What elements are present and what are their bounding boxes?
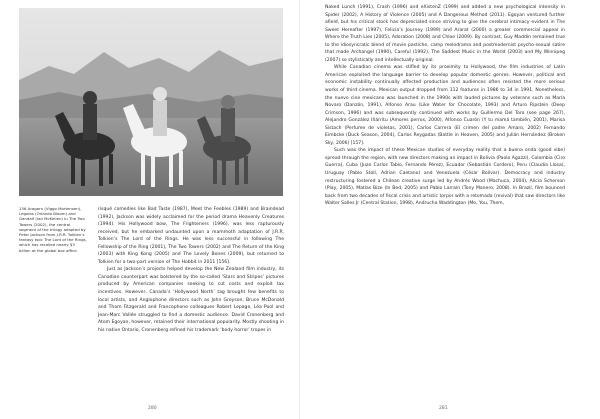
film-still-photo — [19, 8, 283, 196]
left-paragraph-1: risqué comedies like Bad Taste (1987), Meet the Feebles (1989) and Braindead (1992), Jackson was widely acclaimed for the period drama Heavenly Creatures (1994). His Hollywood bow, The Frighteners (1996), was less rapturously received, but he embarked undaunted upon a mammoth adaptation of J.R.R. Tolkien’s The Lord of the Rings. He was less successful in following The Fellowship of the Ring (2001), The Two Towers (2002) and The Return of the King (2003) with King Kong (2005) and The Lovely Bones (2009), but returned to Tolkien for a two-part version of The Hobbit in 2011 [156]. — [98, 207, 284, 265]
right-paragraph-3: Such was the impact of these Mexican studies of everyday reality that a buena onda (good vibe) spread through the region, with new directors making an impact in Bolivia (Paolo Agazzi), Colombia (Ciro Guerra), Cuba (Juan Carlos Tabío, Fernando Pérez), Ecuador (Sebastián Cordero), Peru (Claudia Llosa), Uruguay (Pablo Stoll, Adrian Caetano) and Venezuela (César Bolívar). Democracy and industry restructuring fostered a Chilean creative surge led by Andrés Wood (Machuca, 2004), Alicia Scherson (Play, 2005), Matías Bize (In Bed, 2005) and Pablo Larraín (Tony Manero, 2008). In Brazil, film bounced back from two decades of fiscal crisis and artistic torpor with a retomada (revival) that saw directors like Walter Salles Jr (Central Station, 1998), Andrucha Waddington (Me, You, Them, — [325, 148, 565, 207]
left-body-text — [98, 206, 284, 334]
page-number-right: 281 — [439, 406, 448, 411]
page-number-left: 280 — [148, 406, 157, 411]
right-page — [300, 0, 600, 419]
right-paragraph-2: While Canadian cinema was stifled by its proximity to Hollywood, the film industries of Latin American exploited the language barrier to develop popular domestic genres. However, political and economic instability continually affected production and audiences often resisted the more serious works of third cinema. Mexican output dropped from 112 features in 1986 to 34 in 1991. Nonetheless, the nuevo cine mexicano was launched in the 1990s with lauded pictures by veterans such as María Novaro (Danzón, 1991), Alfonso Arau (Like Water for Chocolate, 1993) and Arturo Ripstein (Deep Crimson, 1996) and was subsequently continued with works by Guillermo Del Toro (see page 267), Alejandro González Iñárritu (Amores perros, 2000), Alfonso Cuarón (Y tu mamá también, 2001), Marisa Sistach (Perfume de violetas, 2001), Carlos Carrera (El crimen del padre Amaro, 2002) Fernando Eimbcke (Duck Season, 2004), Carlos Reygadas (Battle in Heaven, 2005) and Julián Hernández (Broken Sky, 2006) [157]. — [325, 65, 565, 146]
left-paragraph-2: Just as Jackson’s projects helped develop the New Zealand film industry, its Canadian counterpart was bolstered by the so-called ‘Stars and Stripes’ pictures produced by American companies seeking to cut costs and exploit tax incentives. However, Canada’s ‘Hollywood North’ tag brought few benefits to local artists, and Anglophone directors such as John Greyson, Bruce McDonald and Thom Fitzgerald and Francophone colleagues Robert Lepage, Léa Pool and Jean-Marc Vallée struggled to find a domestic audience. David Cronenberg and Atom Egoyan, however, retained their international popularity. Mostly shooting in his native Ontario, Cronenberg refined his trademark ‘body horror’ tropes in — [98, 267, 284, 333]
right-paragraph-1: Naked Lunch (1991), Crash (1996) and eXistenZ (1999) and added a new psychological intensity in Spider (2002), A History of Violence (2005) and A Dangerous Method (2011). Egoyan ventured further afield, but his critical stock has depreciated since striving to give the cerebral intimacy evident in The Sweet Hereafter (1997), Felicia’s Journey (1999) and Ararat (2000) a greater commercial appeal in Where the Truth Lies (2005), Adoration (2008) and Chloe (2009). By contrast, Guy Maddin remained true to the idiosyncratic blend of movie pastiche, camp melodrama and postmodernist psycho-sexual satire that made Archangel (1990), Careful (1992), The Saddest Music in the World (2003) and My Winnipeg (2007) so stylistically and intellectually original. — [325, 5, 565, 63]
film-still-illustration — [19, 8, 283, 196]
right-body-text — [325, 4, 565, 208]
photo-caption: 156 Aragorn (Viggo Mortensen), Legolas (Orlando Bloom) and Gandalf (Ian McKellen) in The Two Towers (2002), the central segment of the trilogy adapted by Peter Jackson from J.R.R. Tolkien’s fantasy epic The Lord of the Rings, which has recalled nearly $3 billion at the global box office. — [19, 206, 87, 253]
